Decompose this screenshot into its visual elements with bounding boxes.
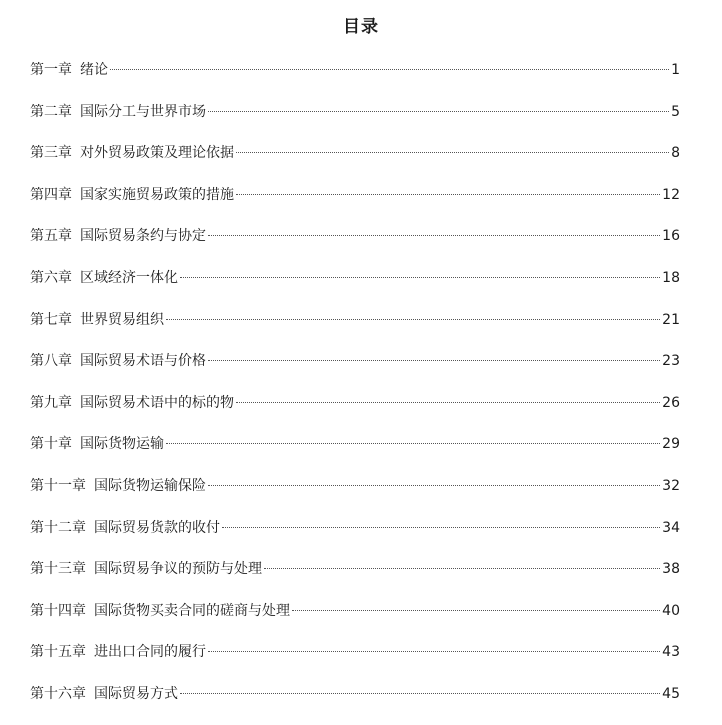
chapter-title: 国际贸易货款的收付 — [94, 519, 220, 536]
toc-entry[interactable] — [30, 59, 680, 101]
dot-leader — [208, 360, 660, 361]
chapter-title: 国际货物运输 — [80, 436, 164, 453]
toc-entry[interactable] — [30, 350, 680, 392]
chapter-number: 第十三章 — [30, 561, 86, 578]
dot-leader — [166, 319, 660, 320]
toc-entry[interactable] — [30, 309, 680, 351]
chapter-number: 第三章 — [30, 145, 72, 162]
dot-leader — [166, 443, 660, 444]
page-number: 12 — [662, 186, 680, 203]
chapter-title: 对外贸易政策及理论依据 — [80, 145, 234, 162]
chapter-title: 国际货物买卖合同的磋商与处理 — [94, 602, 290, 619]
page-number: 43 — [662, 644, 680, 661]
toc-entry[interactable] — [30, 101, 680, 143]
chapter-number: 第十一章 — [30, 477, 86, 494]
chapter-title: 国际货物运输保险 — [94, 477, 206, 494]
chapter-number: 第十六章 — [30, 685, 86, 702]
page-number: 16 — [662, 228, 680, 245]
page-number: 1 — [671, 62, 680, 78]
dot-leader — [208, 485, 660, 486]
chapter-title: 国际贸易术语中的标的物 — [80, 394, 234, 411]
chapter-title: 进出口合同的履行 — [94, 644, 206, 661]
chapter-number: 第一章 — [30, 62, 72, 78]
page-number: 38 — [662, 561, 680, 578]
toc-entry[interactable] — [30, 558, 680, 600]
chapter-title: 国际分工与世界市场 — [80, 103, 206, 120]
toc-entry[interactable] — [30, 142, 680, 184]
page-number: 21 — [662, 311, 680, 328]
dot-leader — [222, 527, 660, 528]
page-number: 18 — [662, 269, 680, 286]
chapter-title: 世界贸易组织 — [80, 311, 164, 328]
chapter-title: 国家实施贸易政策的措施 — [80, 186, 234, 203]
chapter-number: 第八章 — [30, 353, 72, 370]
dot-leader — [236, 402, 660, 403]
chapter-title: 国际贸易争议的预防与处理 — [94, 561, 262, 578]
toc-entry[interactable] — [30, 433, 680, 475]
page-number: 26 — [662, 394, 680, 411]
dot-leader — [292, 610, 660, 611]
toc-entry[interactable] — [30, 184, 680, 226]
toc-entry[interactable] — [30, 225, 680, 267]
dot-leader — [208, 111, 669, 112]
dot-leader — [110, 69, 669, 70]
chapter-number: 第十章 — [30, 436, 72, 453]
toc-entry[interactable] — [30, 641, 680, 683]
dot-leader — [236, 194, 660, 195]
toc-entry[interactable] — [30, 683, 680, 725]
page-number: 34 — [662, 519, 680, 536]
chapter-title: 绪论 — [80, 62, 108, 78]
dot-leader — [180, 277, 660, 278]
toc-list — [30, 59, 680, 725]
chapter-title: 国际贸易方式 — [94, 685, 178, 702]
chapter-number: 第二章 — [30, 103, 72, 120]
toc-entry[interactable] — [30, 267, 680, 309]
page-number: 32 — [662, 477, 680, 494]
dot-leader — [264, 568, 660, 569]
toc-entry[interactable] — [30, 475, 680, 517]
page-number: 40 — [662, 602, 680, 619]
dot-leader — [208, 651, 660, 652]
chapter-number: 第六章 — [30, 269, 72, 286]
page-number: 29 — [662, 436, 680, 453]
chapter-number: 第七章 — [30, 311, 72, 328]
page-number: 8 — [671, 145, 680, 162]
chapter-number: 第十五章 — [30, 644, 86, 661]
chapter-number: 第五章 — [30, 228, 72, 245]
chapter-title: 国际贸易术语与价格 — [80, 353, 206, 370]
toc-entry[interactable] — [30, 600, 680, 642]
chapter-number: 第十二章 — [30, 519, 86, 536]
toc-entry[interactable] — [30, 517, 680, 559]
chapter-title: 国际贸易条约与协定 — [80, 228, 206, 245]
chapter-number: 第四章 — [30, 186, 72, 203]
toc-entry[interactable] — [30, 392, 680, 434]
dot-leader — [180, 693, 660, 694]
chapter-number: 第十四章 — [30, 602, 86, 619]
page-number: 23 — [662, 353, 680, 370]
chapter-number: 第九章 — [30, 394, 72, 411]
dot-leader — [236, 152, 669, 153]
page-number: 5 — [671, 103, 680, 120]
chapter-title: 区域经济一体化 — [80, 269, 178, 286]
dot-leader — [208, 235, 660, 236]
toc-title: 目录 — [343, 17, 379, 37]
page-number: 45 — [662, 685, 680, 702]
